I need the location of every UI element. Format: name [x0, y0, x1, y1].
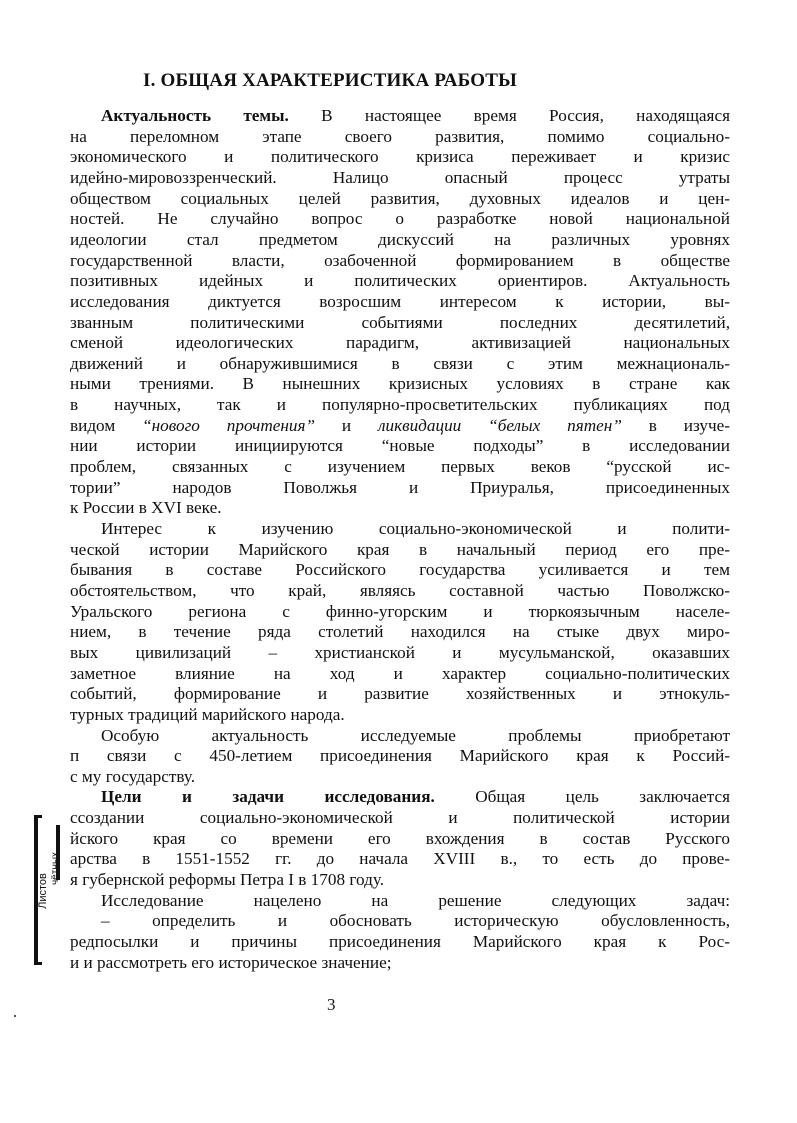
- line-text: заметное влияние на ход и характер социально-политических: [70, 663, 730, 683]
- text-line: [101, 725, 730, 747]
- text-line: [70, 146, 730, 168]
- page-number: 3: [327, 995, 336, 1014]
- line-text: я губернской реформы Петра I в 1708 году.: [70, 870, 384, 890]
- paragraph-lead: Цели и задачи исследования.: [101, 787, 435, 807]
- line-text: государственной власти, озабоченной формированием в обществе: [70, 250, 730, 270]
- text-line: [70, 435, 730, 457]
- text-line: [70, 766, 730, 788]
- text-line: [70, 559, 730, 581]
- line-text: движений и обнаружившимися в связи с этим межнациональ-: [70, 353, 730, 373]
- line-text: экономического и политического кризиса переживает и кризис: [70, 147, 730, 167]
- text-line: [70, 126, 730, 148]
- line-text: – определить и обосновать историческую обусловленность,: [101, 911, 730, 931]
- line-text: ными трениями. В нынешних кризисных условиях в стране как: [70, 374, 730, 394]
- line-text: Особую актуальность исследуемые проблемы приобретают: [101, 725, 730, 745]
- line-text: тории” народов Поволжья и Приуралья, присоединенных: [70, 477, 730, 497]
- text-line: [101, 890, 730, 912]
- line-text: Уральского региона с финно-угорским и тюркоязычным населе-: [70, 601, 730, 621]
- line-text: проблем, связанных с изучением первых веков “русской ис-: [70, 457, 730, 477]
- line-text: и: [315, 415, 378, 435]
- line-text: идейно-мировоззренческий. Налицо опасный процесс утраты: [70, 167, 730, 187]
- line-text: к России в XVI веке.: [70, 498, 222, 518]
- text-line: [70, 167, 730, 189]
- text-line: [70, 312, 730, 334]
- line-text: Исследование нацелено на решение следующих задач:: [101, 890, 730, 910]
- line-text: позитивных идейных и политических ориентиров. Актуальность: [70, 271, 730, 291]
- line-text: с му государству.: [70, 766, 196, 786]
- text-line: [70, 642, 730, 664]
- text-line: [70, 394, 730, 416]
- text-line: [70, 353, 730, 375]
- text-line: [70, 270, 730, 292]
- text-line: [70, 229, 730, 251]
- text-line: [70, 869, 730, 891]
- line-text: событий, формирование и развитие хозяйственных и этнокуль-: [70, 684, 730, 704]
- line-text: в изуче-: [621, 415, 730, 435]
- line-emphasis: “нового прочтения”: [142, 415, 316, 435]
- text-line: [70, 456, 730, 478]
- line-emphasis: ликвидации “белых пятен”: [378, 415, 622, 435]
- line-text: в научных, так и популярно-просветительских публикациях под: [70, 395, 730, 415]
- line-text: ссоздании социально-экономической и политической истории: [70, 808, 730, 828]
- line-text: ностей. Не случайно вопрос о разработке новой национальной: [70, 209, 730, 229]
- text-line: [70, 601, 730, 623]
- text-line: [70, 663, 730, 685]
- text-line: [101, 910, 730, 932]
- text-line: [70, 332, 730, 354]
- paragraph-lead: Актуальность темы.: [101, 106, 289, 125]
- line-text: званным политическими событиями последних десятилетий,: [70, 312, 730, 332]
- line-text: идеологии стал предметом дискуссий на различных уровнях: [70, 229, 730, 249]
- stamp-label-secondary: чётных: [50, 851, 62, 886]
- line-text: Интерес к изучению социально-экономической и полити-: [101, 519, 730, 538]
- line-text: В настоящее время Россия, находящаяся: [288, 106, 730, 125]
- line-text: Общая цель заключается: [434, 787, 730, 807]
- line-text: п связи с 450-летием присоединения Марийского края к Россий-: [70, 746, 730, 766]
- line-text: вых цивилизаций – христианской и мусульманской, оказавших: [70, 642, 730, 662]
- text-line: [70, 952, 730, 974]
- line-text: нием, в течение ряда столетий находился на стыке двух миро-: [70, 622, 730, 642]
- text-line: [70, 704, 730, 726]
- text-line: [70, 539, 730, 561]
- line-text: ческой истории Марийского края в начальный период его пре-: [70, 539, 730, 559]
- text-line: [70, 580, 730, 602]
- text-line: [70, 807, 730, 829]
- text-line: [70, 188, 730, 210]
- line-text: видом: [70, 415, 143, 435]
- text-line: [70, 931, 730, 953]
- scan-speck: [14, 1015, 16, 1017]
- text-line: [70, 497, 730, 519]
- text-line: [70, 477, 730, 499]
- line-text: сменой идеологических парадигм, активизацией национальных: [70, 333, 730, 353]
- text-line: [70, 683, 730, 705]
- line-text: исследования диктуется возросшим интересом к истории, вы-: [70, 291, 730, 311]
- section-heading: I. ОБЩАЯ ХАРАКТЕРИСТИКА РАБОТЫ: [143, 70, 517, 91]
- text-line: [70, 745, 730, 767]
- line-text: бывания в составе Российского государства усиливается и тем: [70, 560, 730, 580]
- text-line: [70, 291, 730, 313]
- text-line: [70, 848, 730, 870]
- text-line: [70, 373, 730, 395]
- text-line: [70, 415, 730, 437]
- text-line: [70, 828, 730, 850]
- line-text: арства в 1551-1552 гг. до начала XVIII в., то есть до прове-: [70, 849, 730, 869]
- line-text: турных традиций марийского народа.: [70, 704, 345, 724]
- text-line: [70, 250, 730, 272]
- margin-stamp: [34, 815, 68, 965]
- line-text: обществом социальных целей развития, духовных идеалов и цен-: [70, 188, 730, 208]
- text-line: [70, 621, 730, 643]
- stamp-label: Листов: [36, 873, 49, 909]
- line-text: на переломном этапе своего развития, помимо социально-: [70, 126, 730, 146]
- text-line: [101, 786, 730, 808]
- line-text: редпосылки и причины присоединения Марийского края к Рос-: [70, 932, 730, 951]
- line-text: нии истории инициируются “новые подходы” в исследовании: [70, 436, 730, 456]
- line-text: и и рассмотреть его историческое значение;: [70, 952, 392, 972]
- line-text: йского края со времени его вхождения в состав Русского: [70, 828, 730, 848]
- text-line: [70, 208, 730, 230]
- text-line: [101, 105, 730, 127]
- line-text: обстоятельством, что край, являясь составной частью Поволжско-: [70, 580, 730, 600]
- text-line: [101, 518, 730, 540]
